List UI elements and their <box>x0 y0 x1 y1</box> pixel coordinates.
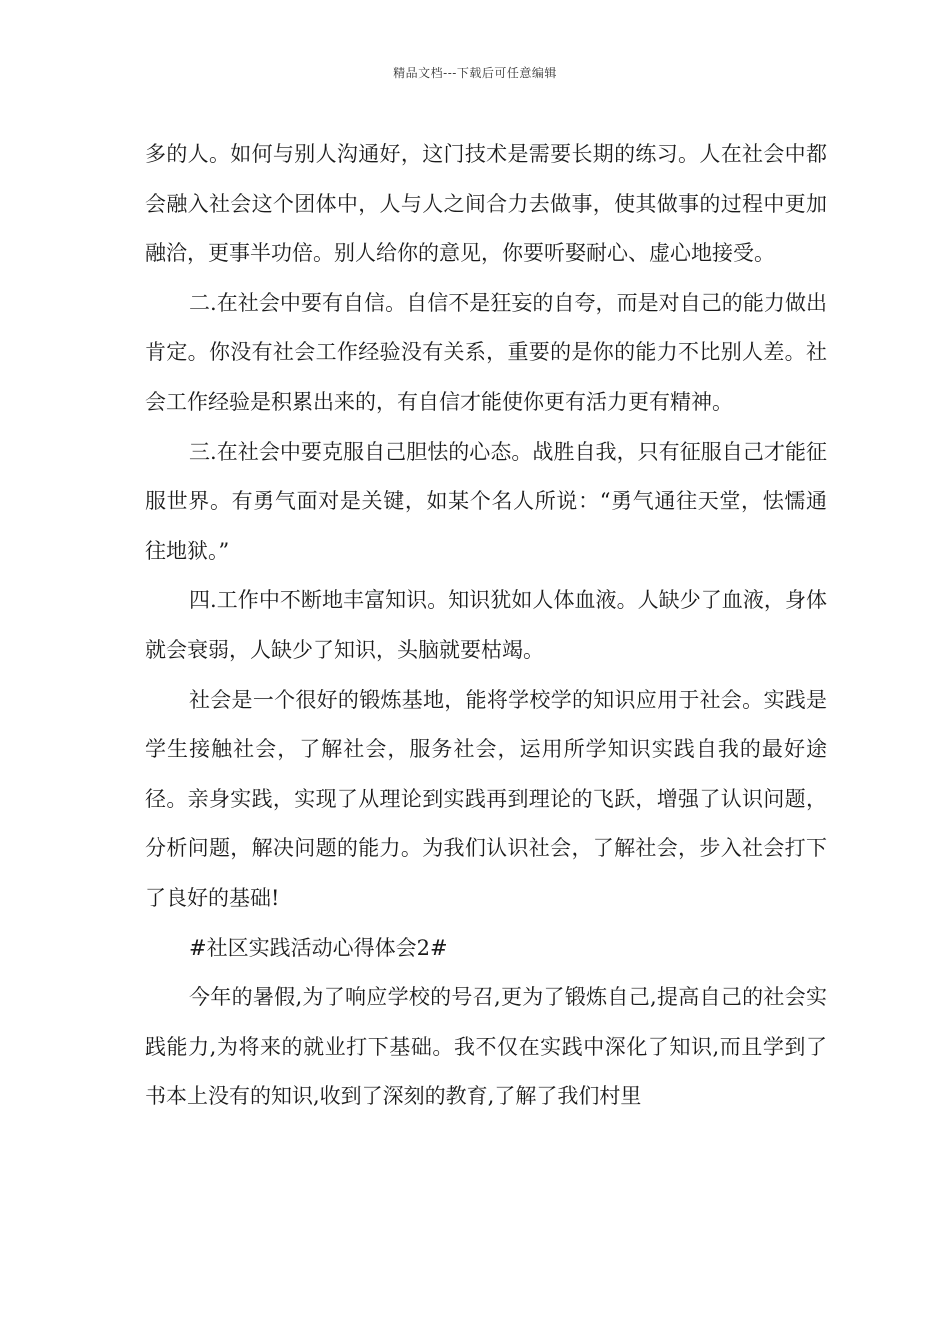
paragraph: 三.在社会中要克服自己胆怯的心态。战胜自我，只有征服自己才能征服世界。有勇气面对是关键，如某个名人所说：“勇气通往天堂，怯懦通往地狱。” <box>145 439 827 563</box>
paragraph: 多的人。如何与别人沟通好，这门技术是需要长期的练习。人在社会中都会融入社会这个团体中，人与人之间合力去做事，使其做事的过程中更加融洽，更事半功倍。别人给你的意见，你要听娶耐心、虚心地接受。 <box>145 142 827 266</box>
paragraph: 社会是一个很好的锻炼基地，能将学校学的知识应用于社会。实践是学生接触社会，了解社会，服务社会，运用所学知识实践自我的最好途径。亲身实践，实现了从理论到实践再到理论的飞跃，增强了认识问题，分析问题，解决问题的能力。为我们认识社会，了解社会，步入社会打下了良好的基础! <box>145 687 827 910</box>
page-header: 精品文档---下载后可任意编辑 <box>393 66 557 80</box>
paragraph: 今年的暑假,为了响应学校的号召,更为了锻炼自己,提高自己的社会实践能力,为将来的就业打下基础。我不仅在实践中深化了知识,而且学到了书本上没有的知识,收到了深刻的教育,了解了我们村里 <box>145 985 827 1109</box>
paragraph: 四.工作中不断地丰富知识。知识犹如人体血液。人缺少了血液，身体就会衰弱，人缺少了知识，头脑就要枯竭。 <box>145 588 827 662</box>
document-body <box>145 130 827 1122</box>
section-heading: #社区实践活动心得体会2# <box>189 935 448 960</box>
paragraph: 二.在社会中要有自信。自信不是狂妄的自夸，而是对自己的能力做出肯定。你没有社会工作经验没有关系，重要的是你的能力不比别人差。社会工作经验是积累出来的，有自信才能使你更有活力更有精神。 <box>145 290 827 414</box>
